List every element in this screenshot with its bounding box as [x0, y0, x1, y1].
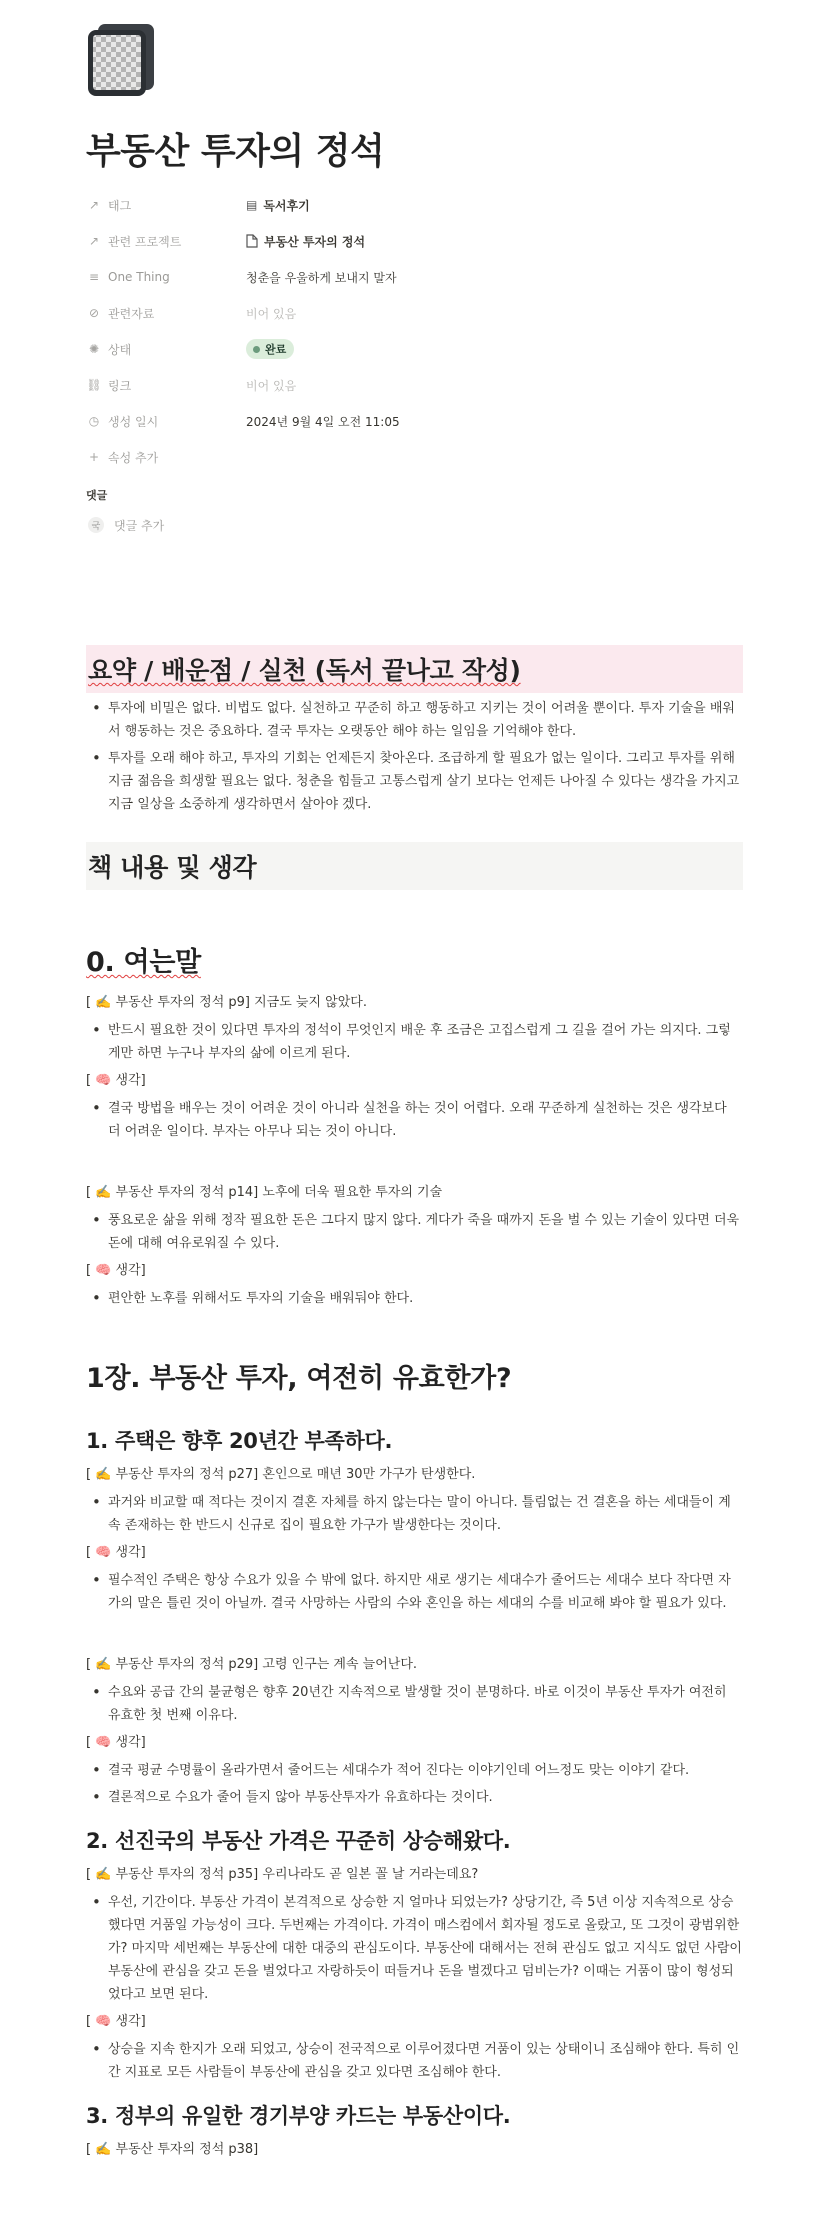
avatar: 국 [88, 517, 104, 533]
add-property-button[interactable] [86, 439, 743, 475]
list-item: • 결국 방법을 배우는 것이 어려운 것이 아니라 실천을 하는 것이 어렵다. 오래 꾸준하게 실천하는 것은 생각보다 더 어려운 일이다. 부자는 아무나 되는 것이 아니다. [86, 1097, 743, 1143]
list-item: • 상승을 지속 한지가 오래 되었고, 상승이 전국적으로 이루어졌다면 거품이 있는 상태이니 조심해야 한다. 특히 인간 지표로 모든 사람들이 부동산에 관심을 갖고 있다면 조심해야 한다. [86, 2038, 743, 2084]
prop-name-tag: 태그 [108, 198, 132, 213]
bullet-list [86, 2038, 743, 2084]
quote-line: [ ✍️ 부동산 투자의 정석 p29] 고령 인구는 계속 늘어난다. [86, 1657, 418, 1673]
prop-name-project: 관련 프로젝트 [108, 234, 182, 249]
quote-line: [ ✍️ 부동산 투자의 정석 p35] 우리나라도 곧 일본 꼴 날 거라는데요? [86, 1867, 479, 1883]
page-title: 부동산 투자의 정석 [86, 131, 385, 172]
status-badge[interactable] [246, 339, 294, 359]
prop-value-link[interactable]: 비어 있음 [246, 378, 297, 393]
add-property-label: 속성 추가 [108, 450, 159, 465]
bullet-list [86, 1491, 743, 1537]
arrow-up-right-icon: ↗ [88, 234, 100, 249]
list-item: • 우선, 기간이다. 부동산 가격이 본격적으로 상승한 지 얼마나 되었는가? 상당기간, 즉 5년 이상 지속적으로 상승했다면 거품일 가능성이 크다. 두번째는 가격이다. 가격이 매스컴에서 회자될 정도로 올랐고, 또 그것이 광범위한가? 마지막 세번째는 부동산에 대한 대중의 관심도이다. 부동산에 대해서는 전혀 관심도 없고 지식도 없던 사람이 부동산에 관심을 갖고 돈을 벌었다고 자랑하듯이 떠들거나 돈을 벌겠다고 덤비는가? 이때는 거품이 많이 형성되었다고 보면 된다. [86, 1891, 743, 2006]
quote-line: [ ✍️ 부동산 투자의 정석 p27] 혼인으로 매년 30만 가구가 탄생한다. [86, 1467, 476, 1483]
list-item: • 편안한 노후를 위해서도 투자의 기술을 배워둬야 한다. [86, 1287, 743, 1310]
book-content-heading: 책 내용 및 생각 [86, 842, 743, 890]
prop-name-link: 링크 [108, 378, 132, 393]
add-comment-input[interactable] [86, 513, 743, 537]
bullet-list [86, 1209, 743, 1255]
thought-line: [ 🧠 생각] [86, 1263, 146, 1279]
prop-name-one-thing: One Thing [108, 270, 170, 285]
prop-status[interactable] [86, 331, 743, 367]
prop-created[interactable] [86, 403, 743, 439]
clock-icon: ◷ [88, 414, 100, 429]
section-title-3: 3. 정부의 유일한 경기부양 카드는 부동산이다. [86, 2104, 511, 2129]
prop-name-status: 상태 [108, 342, 132, 357]
link-icon: ⛓ [86, 378, 102, 393]
list-item: • 필수적인 주택은 항상 수요가 있을 수 밖에 없다. 하지만 새로 생기는 세대수가 줄어드는 세대수 보다 작다면 자가의 말은 틀린 것이 아닐까. 결국 사망하는 사람의 수와 혼인을 하는 세대의 수를 비교해 봐야 할 필요가 있다. [86, 1569, 743, 1615]
paperclip-icon: ⊘ [88, 306, 100, 321]
bullet-list [86, 1097, 743, 1143]
spacer [86, 1619, 743, 1653]
summary-list [86, 697, 743, 816]
bullet-list [86, 1019, 743, 1065]
bullet-list [86, 1891, 743, 2006]
arrow-up-right-icon: ↗ [88, 198, 100, 213]
plus-icon: + [88, 450, 100, 465]
quote-line: [ ✍️ 부동산 투자의 정석 p38] [86, 2142, 259, 2158]
prop-value-created: 2024년 9월 4일 오전 11:05 [246, 414, 400, 429]
prop-one-thing[interactable] [86, 259, 743, 295]
thought-line: [ 🧠 생각] [86, 1545, 146, 1561]
bullet-list [86, 1681, 743, 1727]
comments-title: 댓글 [86, 489, 108, 503]
status-spinner-icon: ✺ [88, 342, 100, 357]
quote-line: [ ✍️ 부동산 투자의 정석 p14] 노후에 더욱 필요한 투자의 기술 [86, 1185, 443, 1201]
list-item: • 수요와 공급 간의 불균형은 향후 20년간 지속적으로 발생할 것이 분명하다. 바로 이것이 부동산 투자가 여전히 유효한 첫 번째 이유다. [86, 1681, 743, 1727]
bullet-list [86, 1287, 743, 1310]
checker-book-icon[interactable] [86, 22, 158, 98]
list-item: • 풍요로운 삶을 위해 정작 필요한 돈은 그다지 많지 않다. 게다가 죽을 때까지 돈을 벌 수 있는 기술이 있다면 더욱 돈에 대해 여유로워질 수 있다. [86, 1209, 743, 1255]
properties-panel [86, 187, 743, 475]
summary-heading: 요약 / 배운점 / 실천 (독서 끝나고 작성) [86, 645, 743, 693]
comment-placeholder: 댓글 추가 [114, 518, 165, 533]
prop-name-created: 생성 일시 [108, 414, 159, 429]
prop-materials[interactable] [86, 295, 743, 331]
prop-value-one-thing[interactable]: 청춘을 우울하게 보내지 말자 [246, 270, 397, 285]
spacer [86, 1147, 743, 1181]
quote-line: [ ✍️ 부동산 투자의 정석 p9] 지금도 늦지 않았다. [86, 995, 367, 1011]
prop-value-tag[interactable]: 독서후기 [263, 198, 310, 213]
thought-line: [ 🧠 생각] [86, 1735, 146, 1751]
thought-line: [ 🧠 생각] [86, 1073, 146, 1089]
summary-bullet: • 투자에 비밀은 없다. 비법도 없다. 실천하고 꾸준히 하고 행동하고 지키는 것이 어려울 뿐이다. 투자 기술을 배워서 행동하는 것은 중요하다. 결국 투자는 오랫동안 해야 하는 일임을 기억해야 한다. [86, 697, 743, 743]
section-title-1: 1. 주택은 향후 20년간 부족하다. [86, 1429, 393, 1454]
prop-tag[interactable] [86, 187, 743, 223]
page-icon [246, 234, 258, 248]
bullet-list [86, 1569, 743, 1615]
prop-link[interactable] [86, 367, 743, 403]
thought-line: [ 🧠 생각] [86, 2014, 146, 2030]
list-item: • 결론적으로 수요가 줄어 들지 않아 부동산투자가 유효하다는 것이다. [86, 1786, 743, 1809]
prop-name-materials: 관련자료 [108, 306, 155, 321]
status-label: 완료 [265, 343, 287, 357]
prop-value-project[interactable]: 부동산 투자의 정석 [264, 234, 366, 249]
prop-value-materials[interactable]: 비어 있음 [246, 306, 297, 321]
list-item: • 과거와 비교할 때 적다는 것이지 결혼 자체를 하지 않는다는 말이 아니다. 틀림없는 건 결혼을 하는 세대들이 계속 존재하는 한 반드시 신규로 집이 필요한 가구가 발생한다는 것이다. [86, 1491, 743, 1537]
prop-project[interactable] [86, 223, 743, 259]
list-item: • 결국 평균 수명률이 올라가면서 줄어드는 세대수가 적어 진다는 이야기인데 어느정도 맞는 이야기 같다. [86, 1759, 743, 1782]
summary-bullet: • 투자를 오래 해야 하고, 투자의 기회는 언제든지 찾아온다. 조급하게 할 필요가 없는 일이다. 그리고 투자를 위해 지금 젊음을 희생할 필요는 없다. 청춘을 힘들고 고통스럽게 살기 보다는 언제든 나아질 수 있다는 생각을 가지고 지금 일상을 소중하게 생각하면서 살아야 겠다. [86, 747, 743, 816]
notebook-icon: ▤ [246, 198, 258, 213]
section-title-2: 2. 선진국의 부동산 가격은 꾸준히 상승해왔다. [86, 1829, 511, 1854]
list-item: • 반드시 필요한 것이 있다면 투자의 정석이 무엇인지 배운 후 조금은 고집스럽게 그 길을 걸어 가는 의지다. 그렇게만 하면 누구나 부자의 삶에 이르게 된다. [86, 1019, 743, 1065]
bullet-list [86, 1759, 743, 1809]
chapter-title-1: 1장. 부동산 투자, 여전히 유효한가? [86, 1363, 512, 1395]
text-lines-icon: ≡ [88, 270, 100, 285]
section-title-intro: 0. 여는말 [86, 947, 201, 979]
status-dot [253, 346, 260, 353]
